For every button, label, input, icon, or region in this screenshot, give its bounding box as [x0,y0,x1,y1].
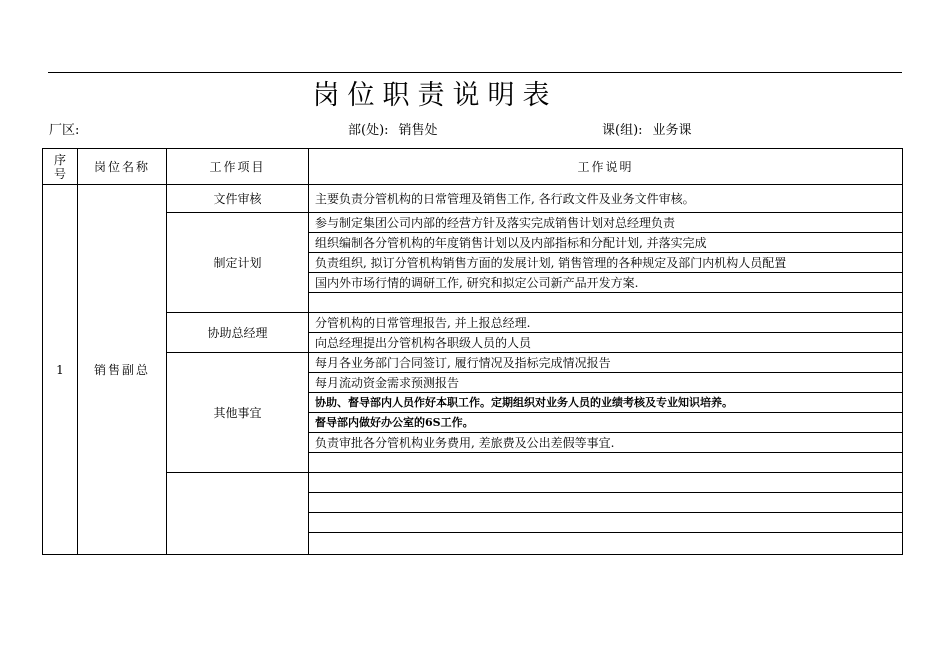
empty-description [309,473,903,493]
duty-table [42,148,903,555]
top-rule [48,72,902,73]
section-label: 课(组): [602,123,643,138]
work-item: 文件审核 [167,185,309,213]
header-item: 工作项目 [167,149,309,185]
work-description: 负责组织, 拟订分管机构销售方面的发展计划, 销售管理的各种规定及部门内机构人员配置 [309,253,903,273]
work-description: 每月各业务部门合同签订, 履行情况及指标完成情况报告 [309,353,903,373]
table-row [43,185,903,213]
section-field [602,122,692,140]
work-description: 主要负责分管机构的日常管理及销售工作, 各行政文件及业务文件审核。 [309,185,903,213]
empty-description [309,453,903,473]
section-value: 业务课 [652,123,692,138]
work-description: 督导部内做好办公室的6S工作。 [309,413,903,433]
department-field [348,122,438,140]
empty-description [309,293,903,313]
page-title: 岗位职责说明表 [312,80,558,111]
department-label: 部(处): [348,123,389,138]
work-item: 其他事宜 [167,353,309,473]
work-description: 协助、督导部内人员作好本职工作。定期组织对业务人员的业绩考核及专业知识培养。 [309,393,903,413]
table-row [43,313,903,333]
factory-field [49,122,89,140]
work-description: 国内外市场行情的调研工作, 研究和拟定公司新产品开发方案. [309,273,903,293]
row-number: 1 [43,185,78,555]
work-description: 负责审批各分管机构业务费用, 差旅费及公出差假等事宜. [309,433,903,453]
table-row [43,213,903,233]
empty-item [167,473,309,555]
header-row [43,149,903,185]
department-value: 销售处 [398,123,438,138]
factory-label: 厂区: [49,123,80,138]
work-item: 制定计划 [167,213,309,313]
position-name: 销售副总 [78,185,167,555]
table-row [43,473,903,493]
empty-description [309,533,903,555]
empty-description [309,493,903,513]
work-item: 协助总经理 [167,313,309,353]
work-description: 组织编制各分管机构的年度销售计划以及内部指标和分配计划, 并落实完成 [309,233,903,253]
empty-description [309,513,903,533]
header-desc: 工作说明 [309,149,903,185]
work-description: 向总经理提出分管机构各职级人员的人员 [309,333,903,353]
header-no: 序号 [43,149,78,185]
work-description: 分管机构的日常管理报告, 并上报总经理. [309,313,903,333]
work-description: 参与制定集团公司内部的经营方针及落实完成销售计划对总经理负责 [309,213,903,233]
work-description: 每月流动资金需求预测报告 [309,373,903,393]
table-row [43,353,903,373]
header-position: 岗位名称 [78,149,167,185]
